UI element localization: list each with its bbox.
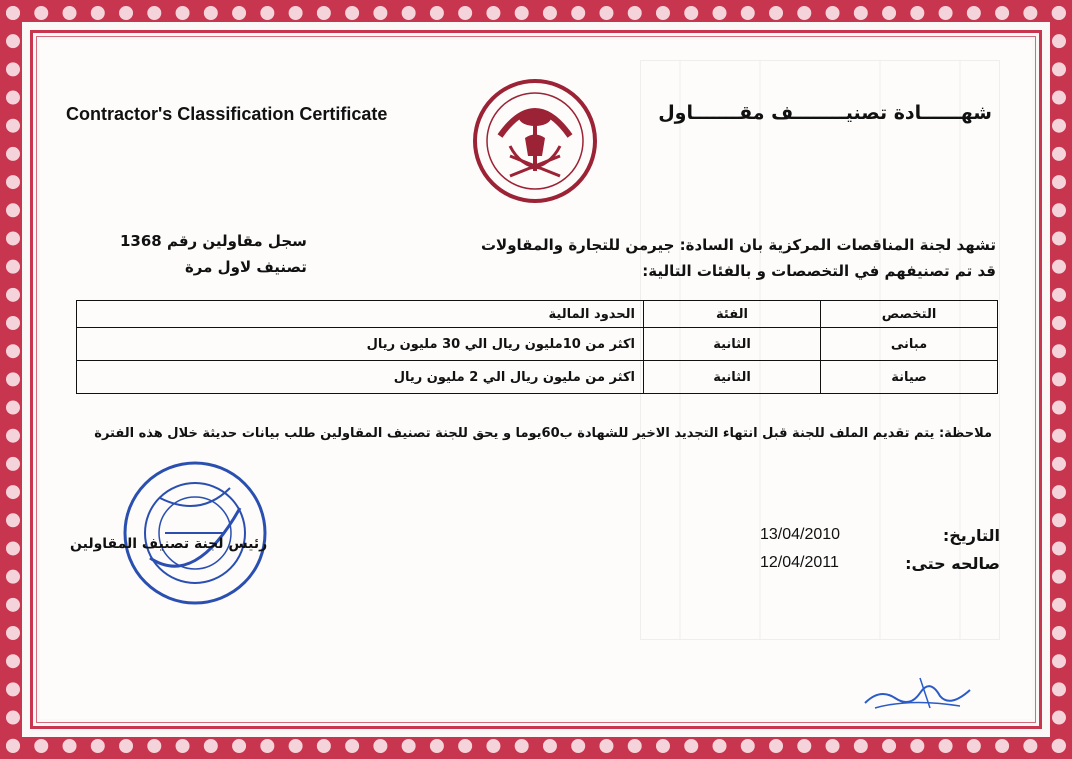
registry-info	[120, 228, 307, 280]
table-row	[77, 328, 998, 361]
committee-head-title: رئيس لجنة تصنيف المقاولين	[70, 536, 268, 552]
valid-until-label: صالحه حتى:	[905, 554, 1000, 573]
certificate-body	[40, 40, 1032, 719]
header-specialization: التخصص	[821, 301, 998, 328]
date-value: 13/04/2010	[760, 526, 841, 543]
title-english: Contractor's Classification Certificate	[66, 104, 388, 124]
valid-until-value: 12/04/2011	[760, 554, 839, 571]
cell-category: الثانية	[644, 361, 821, 394]
dates-block	[600, 526, 1000, 586]
note-text: ملاحظة: يتم تقديم الملف للجنة قبل انتهاء التجديد الاخير للشهادة ب60يوما و يحق للجنة تصنيف المقاولين طلب بيانات حديثة خلال هذه الفترة	[94, 426, 992, 441]
official-stamp-icon	[120, 458, 270, 608]
signature-icon	[860, 668, 980, 718]
cell-financial-limit: اكثر من مليون ريال الي 2 مليون ريال	[77, 361, 644, 394]
cell-financial-limit: اكثر من 10مليون ريال الي 30 مليون ريال	[77, 328, 644, 361]
classified-line: قد تم تصنيفهم في التخصصات و بالفئات التالية:	[642, 262, 996, 280]
table-header-row	[77, 301, 998, 328]
classification-table	[76, 300, 998, 394]
certify-line: تشهد لجنة المناقصات المركزية بان السادة: جيرمن للتجارة والمقاولات	[480, 236, 996, 254]
qatar-emblem-icon	[470, 76, 600, 206]
cell-specialization: صيانة	[821, 361, 998, 394]
certification-text	[481, 232, 996, 284]
title-arabic: شهــــــادة تصنيــــــــف مقـــــــاول	[658, 102, 992, 124]
table-row	[77, 361, 998, 394]
cell-category: الثانية	[644, 328, 821, 361]
classification-type: تصنيف لاول مرة	[184, 258, 307, 276]
cell-specialization: مبانى	[821, 328, 998, 361]
registry-number: سجل مقاولين رقم 1368	[120, 232, 307, 250]
header-financial-limits: الحدود المالية	[77, 301, 644, 328]
header-category: الفئة	[644, 301, 821, 328]
date-label: التاريخ:	[942, 526, 1000, 545]
